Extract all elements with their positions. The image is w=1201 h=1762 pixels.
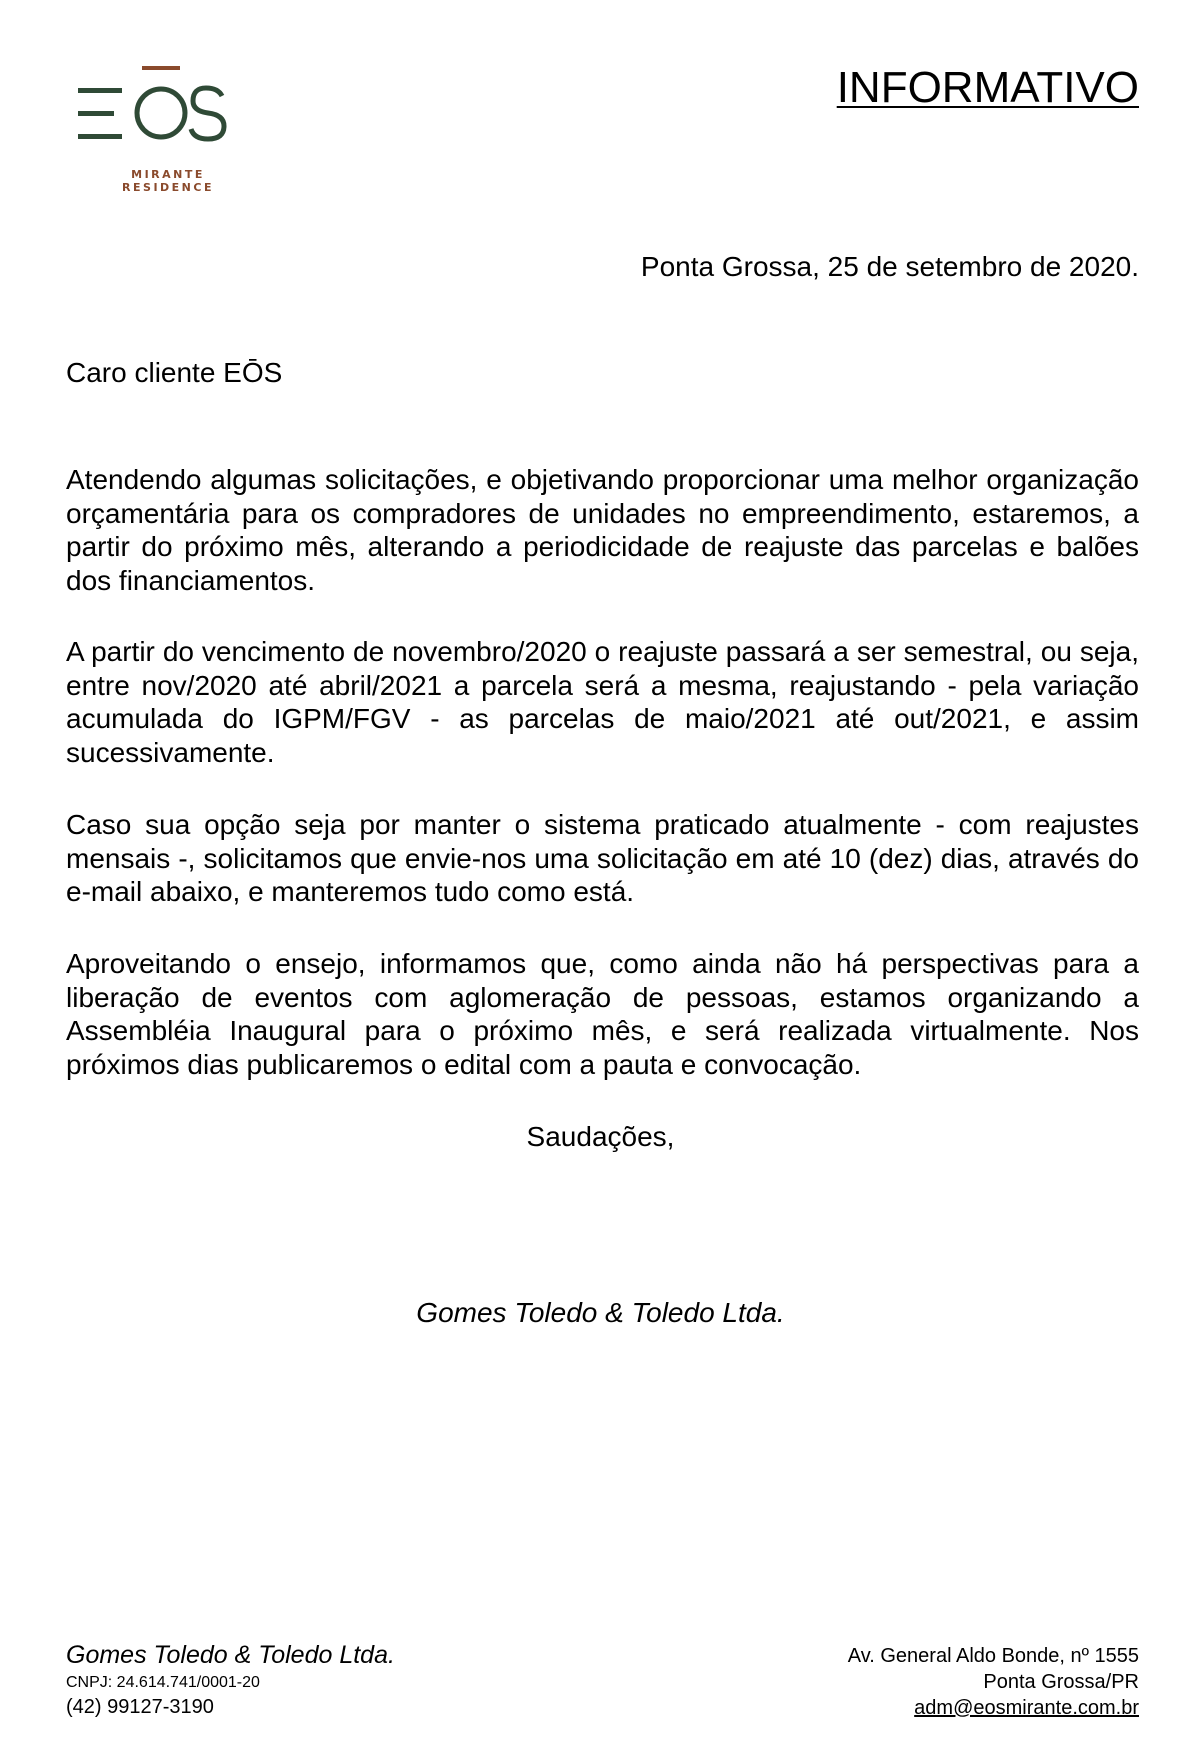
logo-letter-e-mid [78, 111, 114, 116]
document-title: INFORMATIVO [836, 63, 1139, 112]
footer-email-link[interactable]: adm@eosmirante.com.br [914, 1697, 1139, 1719]
letter-date: Ponta Grossa, 25 de setembro de 2020. [640, 251, 1139, 282]
footer-contact-info [848, 1643, 1139, 1721]
letter-paragraph: Aproveitando o ensejo, informamos que, como ainda não há perspectivas para a liberação de eventos com aglomeração de pessoas, estamos organizando a Assembléia Inaugural para o próximo mês, e será realizada virtualmente. Nos próximos dias publicaremos o edital com a pauta e convocação. [66, 948, 1139, 1080]
footer-city: Ponta Grossa/PR [983, 1671, 1139, 1693]
footer-cnpj: CNPJ: 24.614.741/0001-20 [66, 1674, 260, 1691]
logo-letter-s [191, 88, 224, 139]
logo-subtitle-residence: RESIDENCE [122, 181, 214, 194]
footer-company-info [66, 1640, 395, 1720]
footer-address: Av. General Aldo Bonde, nº 1555 [847, 1645, 1139, 1667]
logo-letter-o [137, 89, 185, 137]
eos-logo [78, 66, 258, 196]
letter-paragraph: Caso sua opção seja por manter o sistema praticado atualmente - com reajustes mensais -, solicitamos que envie-nos uma solicitação em até 10 (dez) dias, através do e-mail abaixo, e manteremos tudo como está. [66, 809, 1139, 907]
letter-closing: Saudações, [526, 1121, 675, 1152]
letter-paragraph: A partir do vencimento de novembro/2020 o reajuste passará a ser semestral, ou seja, entre nov/2020 até abril/2021 a parcela será a mesma, reajustando - pela variação acumulada do IGPM/FGV - as parcelas de maio/2021 até out/2021, e assim sucessivamente. [66, 636, 1139, 768]
letter-signature: Gomes Toledo & Toledo Ltda. [416, 1297, 785, 1328]
letter-greeting: Caro cliente EŌS [66, 357, 283, 388]
eos-logo-mark [78, 66, 258, 166]
logo-subtitle-mirante: MIRANTE [131, 168, 205, 181]
logo-macron [142, 66, 180, 70]
footer-phone: (42) 99127-3190 [66, 1696, 214, 1718]
letter-paragraph: Atendendo algumas solicitações, e objetivando proporcionar uma melhor organização orçamentária para os compradores de unidades no empreendimento, estaremos, a partir do próximo mês, alterando a periodicidade de reajuste das parcelas e balões dos financiamentos. [66, 464, 1139, 596]
footer-company-name: Gomes Toledo & Toledo Ltda. [66, 1641, 395, 1669]
logo-letter-e-bottom [78, 134, 122, 139]
logo-letter-e-top [78, 88, 122, 93]
